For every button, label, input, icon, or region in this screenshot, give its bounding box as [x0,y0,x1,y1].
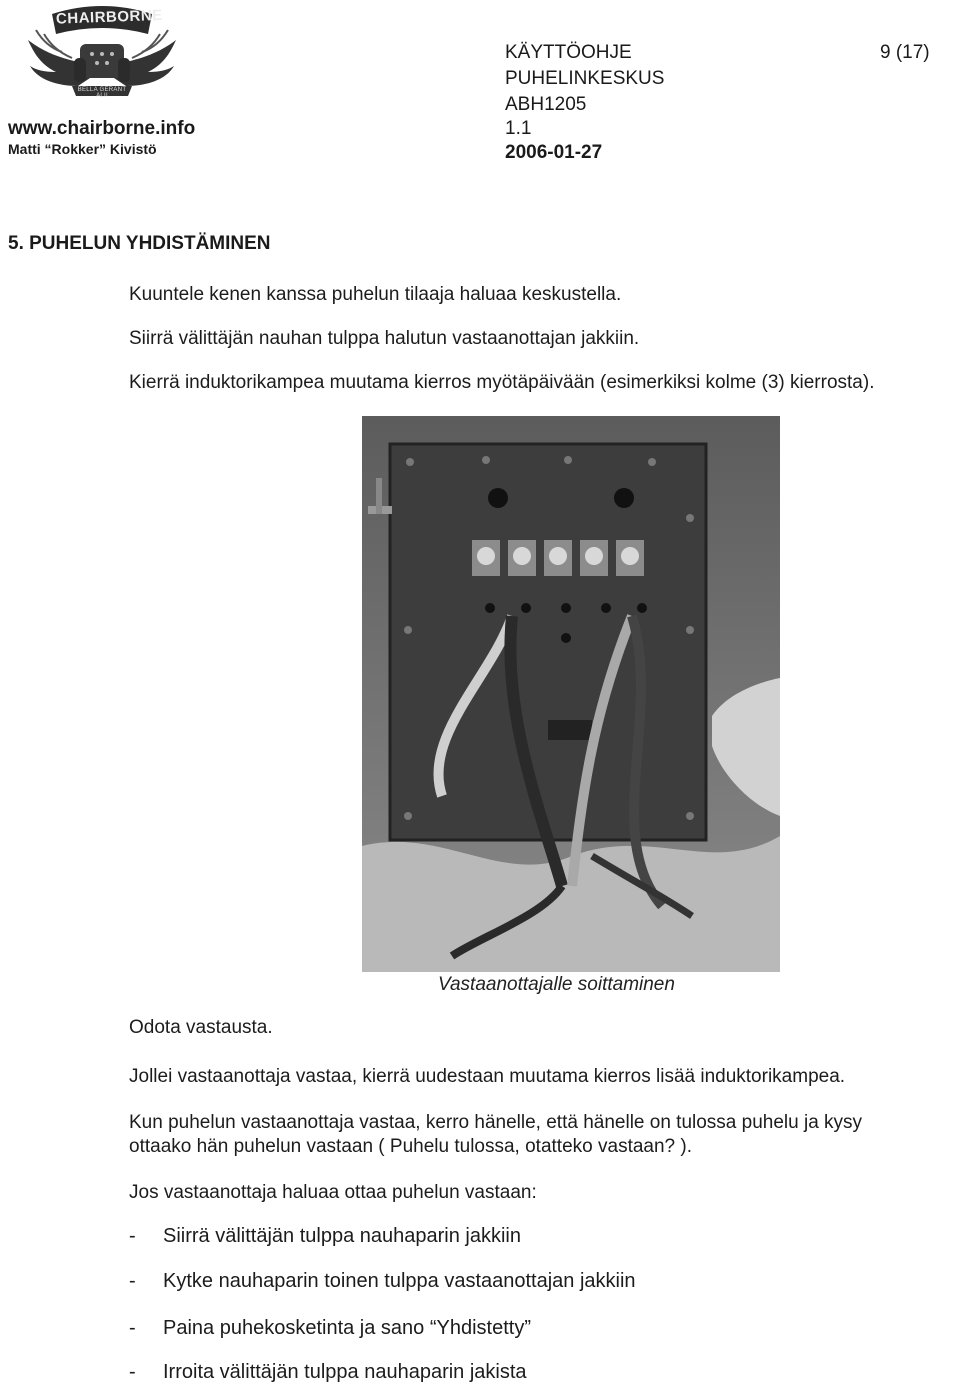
logo-motto: BELLA GERANT ALII [77,87,127,99]
step-text: Irroita välittäjän tulppa nauhaparin jakista [163,1361,527,1383]
paragraph-no-answer: Jollei vastaanottaja vastaa, kierrä uudestaan muutama kierros lisää induktorikampea. [129,1066,846,1087]
list-item [129,1361,527,1384]
doc-type: KÄYTTÖOHJE [505,42,632,63]
photo-caption: Vastaanottajalle soittaminen [438,974,675,995]
logo [22,0,182,110]
list-marker: - [129,1361,136,1383]
list-marker: - [129,1270,136,1292]
paragraph-answer-line2: ottaako hän puhelun vastaan ( Puhelu tulossa, otatteko vastaan? ). [129,1136,692,1157]
doc-subject: PUHELINKESKUS [505,68,665,89]
doc-date: 2006-01-27 [505,142,603,163]
author-name: Matti “Rokker” Kivistö [8,141,157,157]
list-item [129,1225,521,1248]
switchboard-photo [362,416,780,972]
website-link[interactable]: www.chairborne.info [8,118,196,139]
list-marker: - [129,1317,136,1339]
doc-code: ABH1205 [505,94,587,115]
section-heading: 5. PUHELUN YHDISTÄMINEN [8,233,271,254]
step-text: Siirrä välittäjän tulppa nauhaparin jakkiin [163,1225,521,1247]
logo-title: CHAIRBORNE [55,6,163,28]
paragraph-accept: Jos vastaanottaja haluaa ottaa puhelun vastaan: [129,1182,537,1203]
paragraph-move-plug: Siirrä välittäjän nauhan tulppa halutun vastaanottajan jakkiin. [129,328,640,349]
list-item [129,1317,531,1340]
paragraph-answer-line1: Kun puhelun vastaanottaja vastaa, kerro hänelle, että hänelle on tulossa puhelu ja kysy [129,1112,863,1133]
page-number: 9 (17) [880,42,930,63]
paragraph-wait: Odota vastausta. [129,1017,273,1038]
list-marker: - [129,1225,136,1247]
step-text: Kytke nauhaparin toinen tulppa vastaanottajan jakkiin [163,1270,636,1292]
paragraph-crank: Kierrä induktorikampea muutama kierros myötäpäivään (esimerkiksi kolme (3) kierrosta). [129,372,875,393]
step-text: Paina puhekosketinta ja sano “Yhdistetty” [163,1317,531,1339]
list-item [129,1270,636,1293]
paragraph-listen: Kuuntele kenen kanssa puhelun tilaaja haluaa keskustella. [129,284,622,305]
switchboard-photo-icon [362,416,780,972]
doc-version: 1.1 [505,118,532,139]
